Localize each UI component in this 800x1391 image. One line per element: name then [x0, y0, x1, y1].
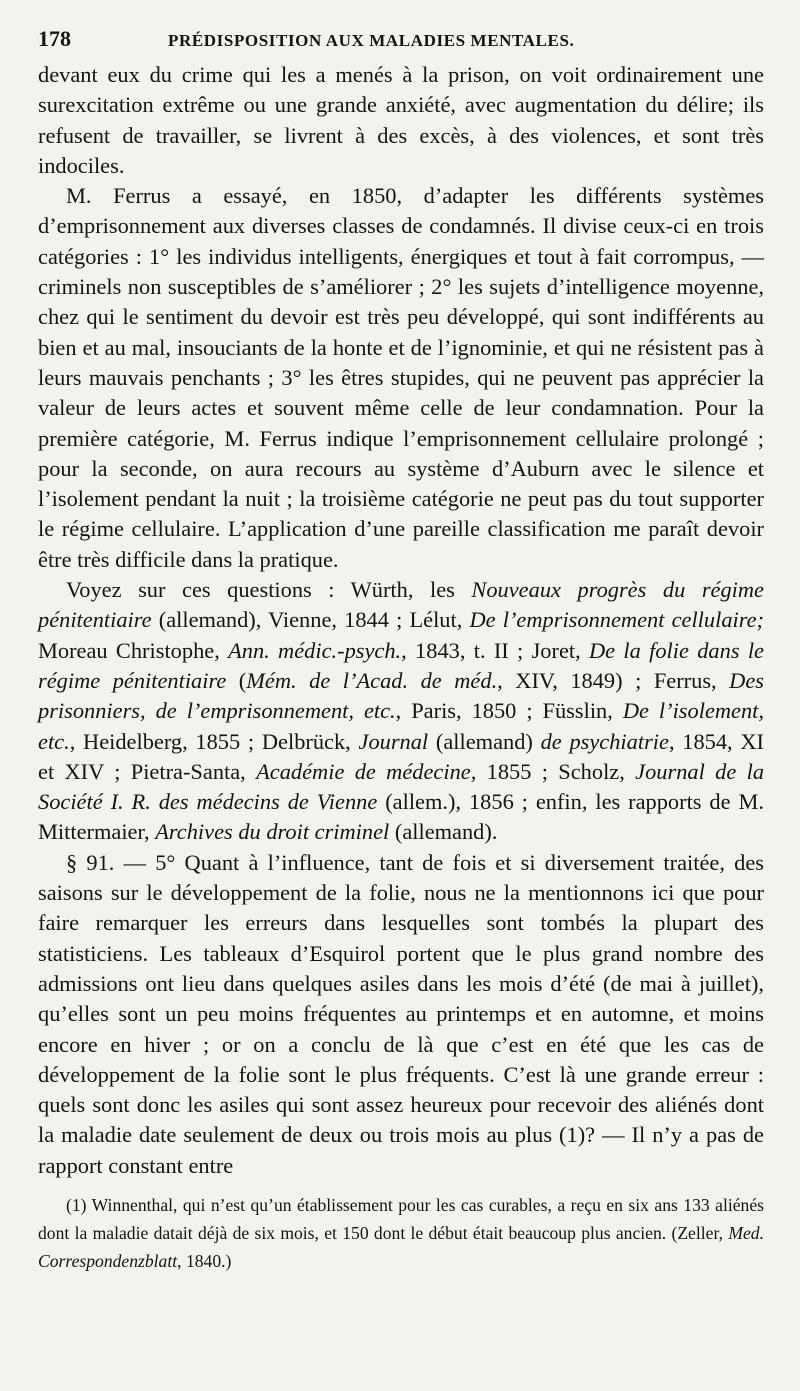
footnote-1 [38, 1191, 764, 1275]
ref-title: Académie de médecine, [256, 758, 477, 784]
ref-title: De la folie dans le régime pénitentiaire [38, 637, 764, 693]
ref-title: De l’emprisonnement cellulaire; [469, 607, 765, 633]
ref-title: Ann. médic.-psych. [228, 637, 402, 663]
ref-text: (allemand), Vienne, 1844 ; Lélut, [151, 607, 470, 633]
ref-text: 1855 ; Scholz, [476, 758, 636, 784]
page-header [38, 26, 764, 60]
ref-text: (allem.), 1856 ; enfin, les rapports de M. Mittermaier, [38, 789, 764, 845]
ref-text: (allemand) [428, 728, 541, 754]
ref-title: Des prisonniers, de l’emprisonnement, etc. [38, 667, 764, 724]
ref-text: , XIV, 1849) ; Ferrus, [497, 667, 730, 693]
footnote-title: Med. Correspondenzblatt [38, 1222, 764, 1271]
footnotes [38, 1191, 764, 1275]
body-text [38, 60, 764, 1181]
ref-text: Voyez sur ces questions : Würth, les [66, 577, 472, 603]
ref-text: (allemand). [389, 819, 498, 845]
ref-text: , 1854, XI et XIV ; Pietra-Santa, [38, 728, 765, 784]
running-title: PRÉDISPOSITION AUX MALADIES MENTALES. [168, 31, 575, 50]
footnote-text: (1) Winnenthal, qui n’est qu’un établissement pour les cas curables, a reçu en six ans 133 aliénés dont la maladie datait déjà de six mois, et 150 dont le début était beaucoup plus ancien. (Zeller, [38, 1194, 764, 1243]
ref-title: Journal de la Société I. R. des médecins de Vienne [38, 758, 765, 815]
section-number: § 91. [66, 849, 115, 875]
ref-text: , 1843, t. II ; Joret, [401, 637, 590, 663]
paragraph-section-91 [38, 848, 764, 1181]
ref-text: ( [226, 667, 247, 693]
ref-title: de psychiatrie [540, 728, 669, 754]
ref-title: De l’isolement, etc. [38, 698, 764, 754]
ref-title: Mém. de l’Acad. de méd. [246, 667, 498, 693]
paragraph-continuation: devant eux du crime qui les a menés à la prison, on voit ordinairement une surexcitation extrême ou une grande anxiété, avec augmentation du délire; ils refusent de travailler, se livrent à des excès, à des violences, et sont très indociles. [38, 62, 764, 178]
ref-text: , Paris, 1850 ; Füsslin, [395, 698, 623, 724]
page-number: 178 [38, 26, 71, 51]
section-text: — 5° Quant à l’influence, tant de fois et si diversement traitée, des saisons sur le développement de la folie, nous ne la mentionnons ici que pour faire remarquer les erreurs dans lesquelles sont tombés la plupart des statisticiens. Les tableaux d’Esquirol portent que le plus grand nombre des admissions ont lieu dans quelques asiles dans les mois d’été (de mai à juillet), qu’elles sont un peu moins fréquentes au printemps et en automne, et moins encore en hiver ; or on a conclu de là que c’est en été que les cas de développement de la folie sont le plus fréquents. C’est là une grande erreur : quels sont donc les asiles qui sont assez heureux pour recevoir des aliénés dont la maladie date seulement de deux ou trois mois au plus (1)? — Il n’y a pas de rapport constant entre [38, 849, 765, 1178]
ref-title: Journal [358, 728, 429, 754]
paragraph-ferrus: M. Ferrus a essayé, en 1850, d’adapter les différents systèmes d’emprisonnement aux diverses classes de condamnés. Il divise ceux-ci en trois catégories : 1° les individus intelligents, énergiques et tout à fait corrompus, — criminels non susceptibles de s’améliorer ; 2° les sujets d’intelligence moyenne, chez qui le sentiment du devoir est très peu développé, qui sont indifférents au bien et au mal, insouciants de la honte et de l’ignominie, et qui ne résistent pas à leurs mauvais penchants ; 3° les êtres stupides, qui ne peuvent pas apprécier la valeur de leurs actes et souvent même celle de leur condamnation. Pour la première catégorie, M. Ferrus indique l’emprisonnement cellulaire prolongé ; pour la seconde, on aura recours au système d’Auburn avec le silence et l’isolement pendant la nuit ; la troisième catégorie ne peut pas du tout supporter le régime cellulaire. L’application d’une pareille classification me paraît devoir être très difficile dans la pratique. [38, 183, 764, 572]
ref-text: Moreau Christophe, [38, 637, 229, 663]
ref-title: Archives du droit criminel [155, 819, 390, 845]
ref-text: , Heidelberg, 1855 ; Delbrück, [69, 728, 359, 754]
paragraph-references [38, 575, 764, 848]
ref-title: Nouveaux progrès du régime pénitentiaire [38, 577, 764, 633]
footnote-text: , 1840.) [177, 1250, 232, 1271]
